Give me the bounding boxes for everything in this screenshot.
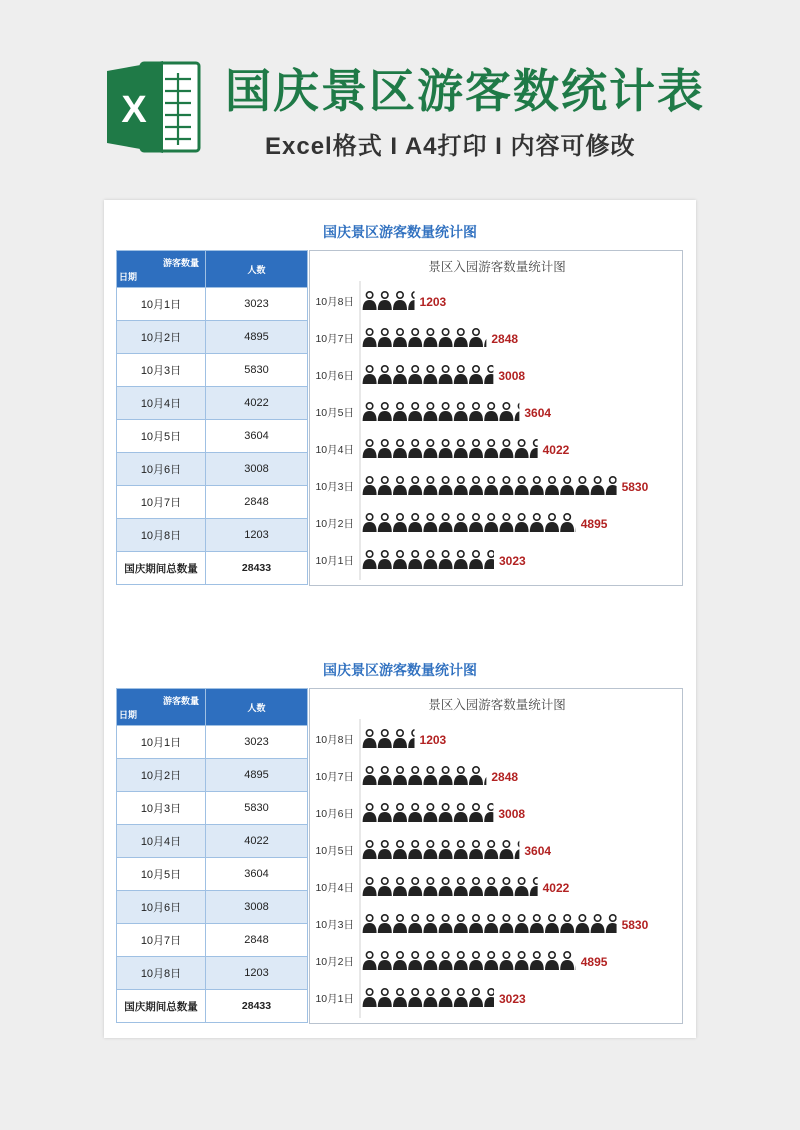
- table-header-date: [117, 251, 206, 288]
- total-value: 28433: [206, 990, 308, 1023]
- y-tick-label: 10月3日: [315, 919, 354, 931]
- data-label: 5830: [621, 480, 649, 494]
- y-tick-label: 10月7日: [315, 333, 354, 345]
- date-cell: 10月1日: [117, 288, 206, 321]
- date-cell: 10月6日: [117, 891, 206, 924]
- sheet-title: 国庆景区游客数量统计图: [323, 662, 477, 678]
- count-cell: 3023: [206, 288, 308, 321]
- y-tick-label: 10月1日: [315, 555, 354, 567]
- chart-title: 景区入园游客数量统计图: [428, 698, 566, 712]
- table-header-row: [117, 689, 308, 726]
- sheet-1: [104, 200, 696, 600]
- table-row: [117, 924, 308, 957]
- chart-title: 景区入园游客数量统计图: [428, 260, 566, 274]
- count-cell: 3023: [206, 726, 308, 759]
- count-cell: 4022: [206, 387, 308, 420]
- table-row: [117, 387, 308, 420]
- page-subtitle: Excel格式 I A4打印 I 内容可修改: [265, 133, 636, 160]
- data-label: 4022: [542, 881, 570, 895]
- data-label: 2848: [491, 332, 519, 346]
- table-row: [117, 420, 308, 453]
- table-row: [117, 486, 308, 519]
- data-label: 4895: [580, 517, 608, 531]
- data-label: 3023: [499, 992, 526, 1006]
- table-header-count: 人数: [206, 689, 308, 726]
- date-cell: 10月1日: [117, 726, 206, 759]
- table-row: [117, 792, 308, 825]
- data-label: 3604: [524, 406, 552, 420]
- chart-plot: [310, 689, 684, 1025]
- date-cell: 10月4日: [117, 825, 206, 858]
- total-row: [117, 552, 308, 585]
- data-label: 5830: [621, 918, 649, 932]
- table-row: [117, 288, 308, 321]
- visitor-table: [116, 250, 308, 585]
- total-label: 国庆期间总数量: [117, 552, 206, 585]
- date-cell: 10月3日: [117, 792, 206, 825]
- pictogram-bar: [363, 366, 514, 384]
- y-tick-label: 10月2日: [315, 956, 354, 968]
- pictogram-bar: [363, 841, 544, 859]
- table-row: [117, 825, 308, 858]
- y-tick-label: 10月3日: [315, 481, 354, 493]
- date-cell: 10月2日: [117, 759, 206, 792]
- count-cell: 5830: [206, 354, 308, 387]
- y-tick-label: 10月4日: [315, 444, 354, 456]
- count-cell: 1203: [206, 519, 308, 552]
- date-cell: 10月3日: [117, 354, 206, 387]
- table-row: [117, 858, 308, 891]
- excel-logo-letter: X: [121, 89, 147, 131]
- pictogram-chart: [309, 250, 683, 586]
- table-header-count: 人数: [206, 251, 308, 288]
- data-label: 1203: [419, 295, 447, 309]
- header-visitor-count-label: 游客数量: [162, 258, 199, 268]
- page-header: [0, 0, 800, 190]
- count-cell: 4895: [206, 321, 308, 354]
- count-cell: 3008: [206, 891, 308, 924]
- count-cell: 3604: [206, 420, 308, 453]
- total-row: [117, 990, 308, 1023]
- date-cell: 10月6日: [117, 453, 206, 486]
- count-cell: 1203: [206, 957, 308, 990]
- date-cell: 10月4日: [117, 387, 206, 420]
- count-cell: 5830: [206, 792, 308, 825]
- y-tick-label: 10月8日: [315, 734, 354, 746]
- count-cell: 4022: [206, 825, 308, 858]
- y-tick-label: 10月8日: [315, 296, 354, 308]
- header-date-label: 日期: [119, 710, 138, 720]
- table-row: [117, 453, 308, 486]
- date-cell: 10月2日: [117, 321, 206, 354]
- data-label: 1203: [419, 733, 447, 747]
- total-value: 28433: [206, 552, 308, 585]
- pictogram-chart: [309, 688, 683, 1024]
- excel-logo-icon: [103, 57, 203, 157]
- table-header-date: [117, 689, 206, 726]
- table-row: [117, 759, 308, 792]
- pictogram-bar: [363, 878, 559, 896]
- count-cell: 4895: [206, 759, 308, 792]
- sheet-2: [104, 638, 696, 1038]
- data-label: 3023: [499, 554, 526, 568]
- total-label: 国庆期间总数量: [117, 990, 206, 1023]
- count-cell: 3008: [206, 453, 308, 486]
- data-label: 3008: [498, 807, 526, 821]
- data-label: 3008: [498, 369, 526, 383]
- table-row: [117, 957, 308, 990]
- y-tick-label: 10月1日: [315, 993, 354, 1005]
- pictogram-bar: [363, 551, 514, 569]
- table-row: [117, 354, 308, 387]
- pictogram-bar: [363, 915, 635, 933]
- table-row: [117, 891, 308, 924]
- pictogram-bar: [363, 477, 635, 495]
- header-date-label: 日期: [119, 272, 138, 282]
- pictogram-bar: [363, 989, 514, 1007]
- count-cell: 2848: [206, 486, 308, 519]
- y-tick-label: 10月5日: [315, 845, 354, 857]
- pictogram-bar: [363, 440, 559, 458]
- chart-plot: [310, 251, 684, 587]
- date-cell: 10月7日: [117, 486, 206, 519]
- visitor-table: [116, 688, 308, 1023]
- y-tick-label: 10月4日: [315, 882, 354, 894]
- sheet-title: 国庆景区游客数量统计图: [323, 224, 477, 240]
- y-tick-label: 10月5日: [315, 407, 354, 419]
- pictogram-bar: [363, 952, 605, 970]
- count-cell: 2848: [206, 924, 308, 957]
- header-visitor-count-label: 游客数量: [162, 696, 199, 706]
- y-tick-label: 10月6日: [315, 370, 354, 382]
- data-label: 4895: [580, 955, 608, 969]
- date-cell: 10月8日: [117, 957, 206, 990]
- date-cell: 10月8日: [117, 519, 206, 552]
- table-row: [117, 519, 308, 552]
- data-label: 2848: [491, 770, 519, 784]
- y-tick-label: 10月7日: [315, 771, 354, 783]
- count-cell: 3604: [206, 858, 308, 891]
- date-cell: 10月5日: [117, 858, 206, 891]
- date-cell: 10月5日: [117, 420, 206, 453]
- date-cell: 10月7日: [117, 924, 206, 957]
- page-title: 国庆景区游客数统计表: [225, 65, 705, 117]
- table-row: [117, 726, 308, 759]
- data-label: 4022: [542, 443, 570, 457]
- table-header-row: [117, 251, 308, 288]
- document-page: [104, 200, 696, 1038]
- table-row: [117, 321, 308, 354]
- pictogram-bar: [363, 804, 514, 822]
- y-tick-label: 10月2日: [315, 518, 354, 530]
- data-label: 3604: [524, 844, 552, 858]
- y-tick-label: 10月6日: [315, 808, 354, 820]
- pictogram-bar: [363, 403, 544, 421]
- pictogram-bar: [363, 514, 605, 532]
